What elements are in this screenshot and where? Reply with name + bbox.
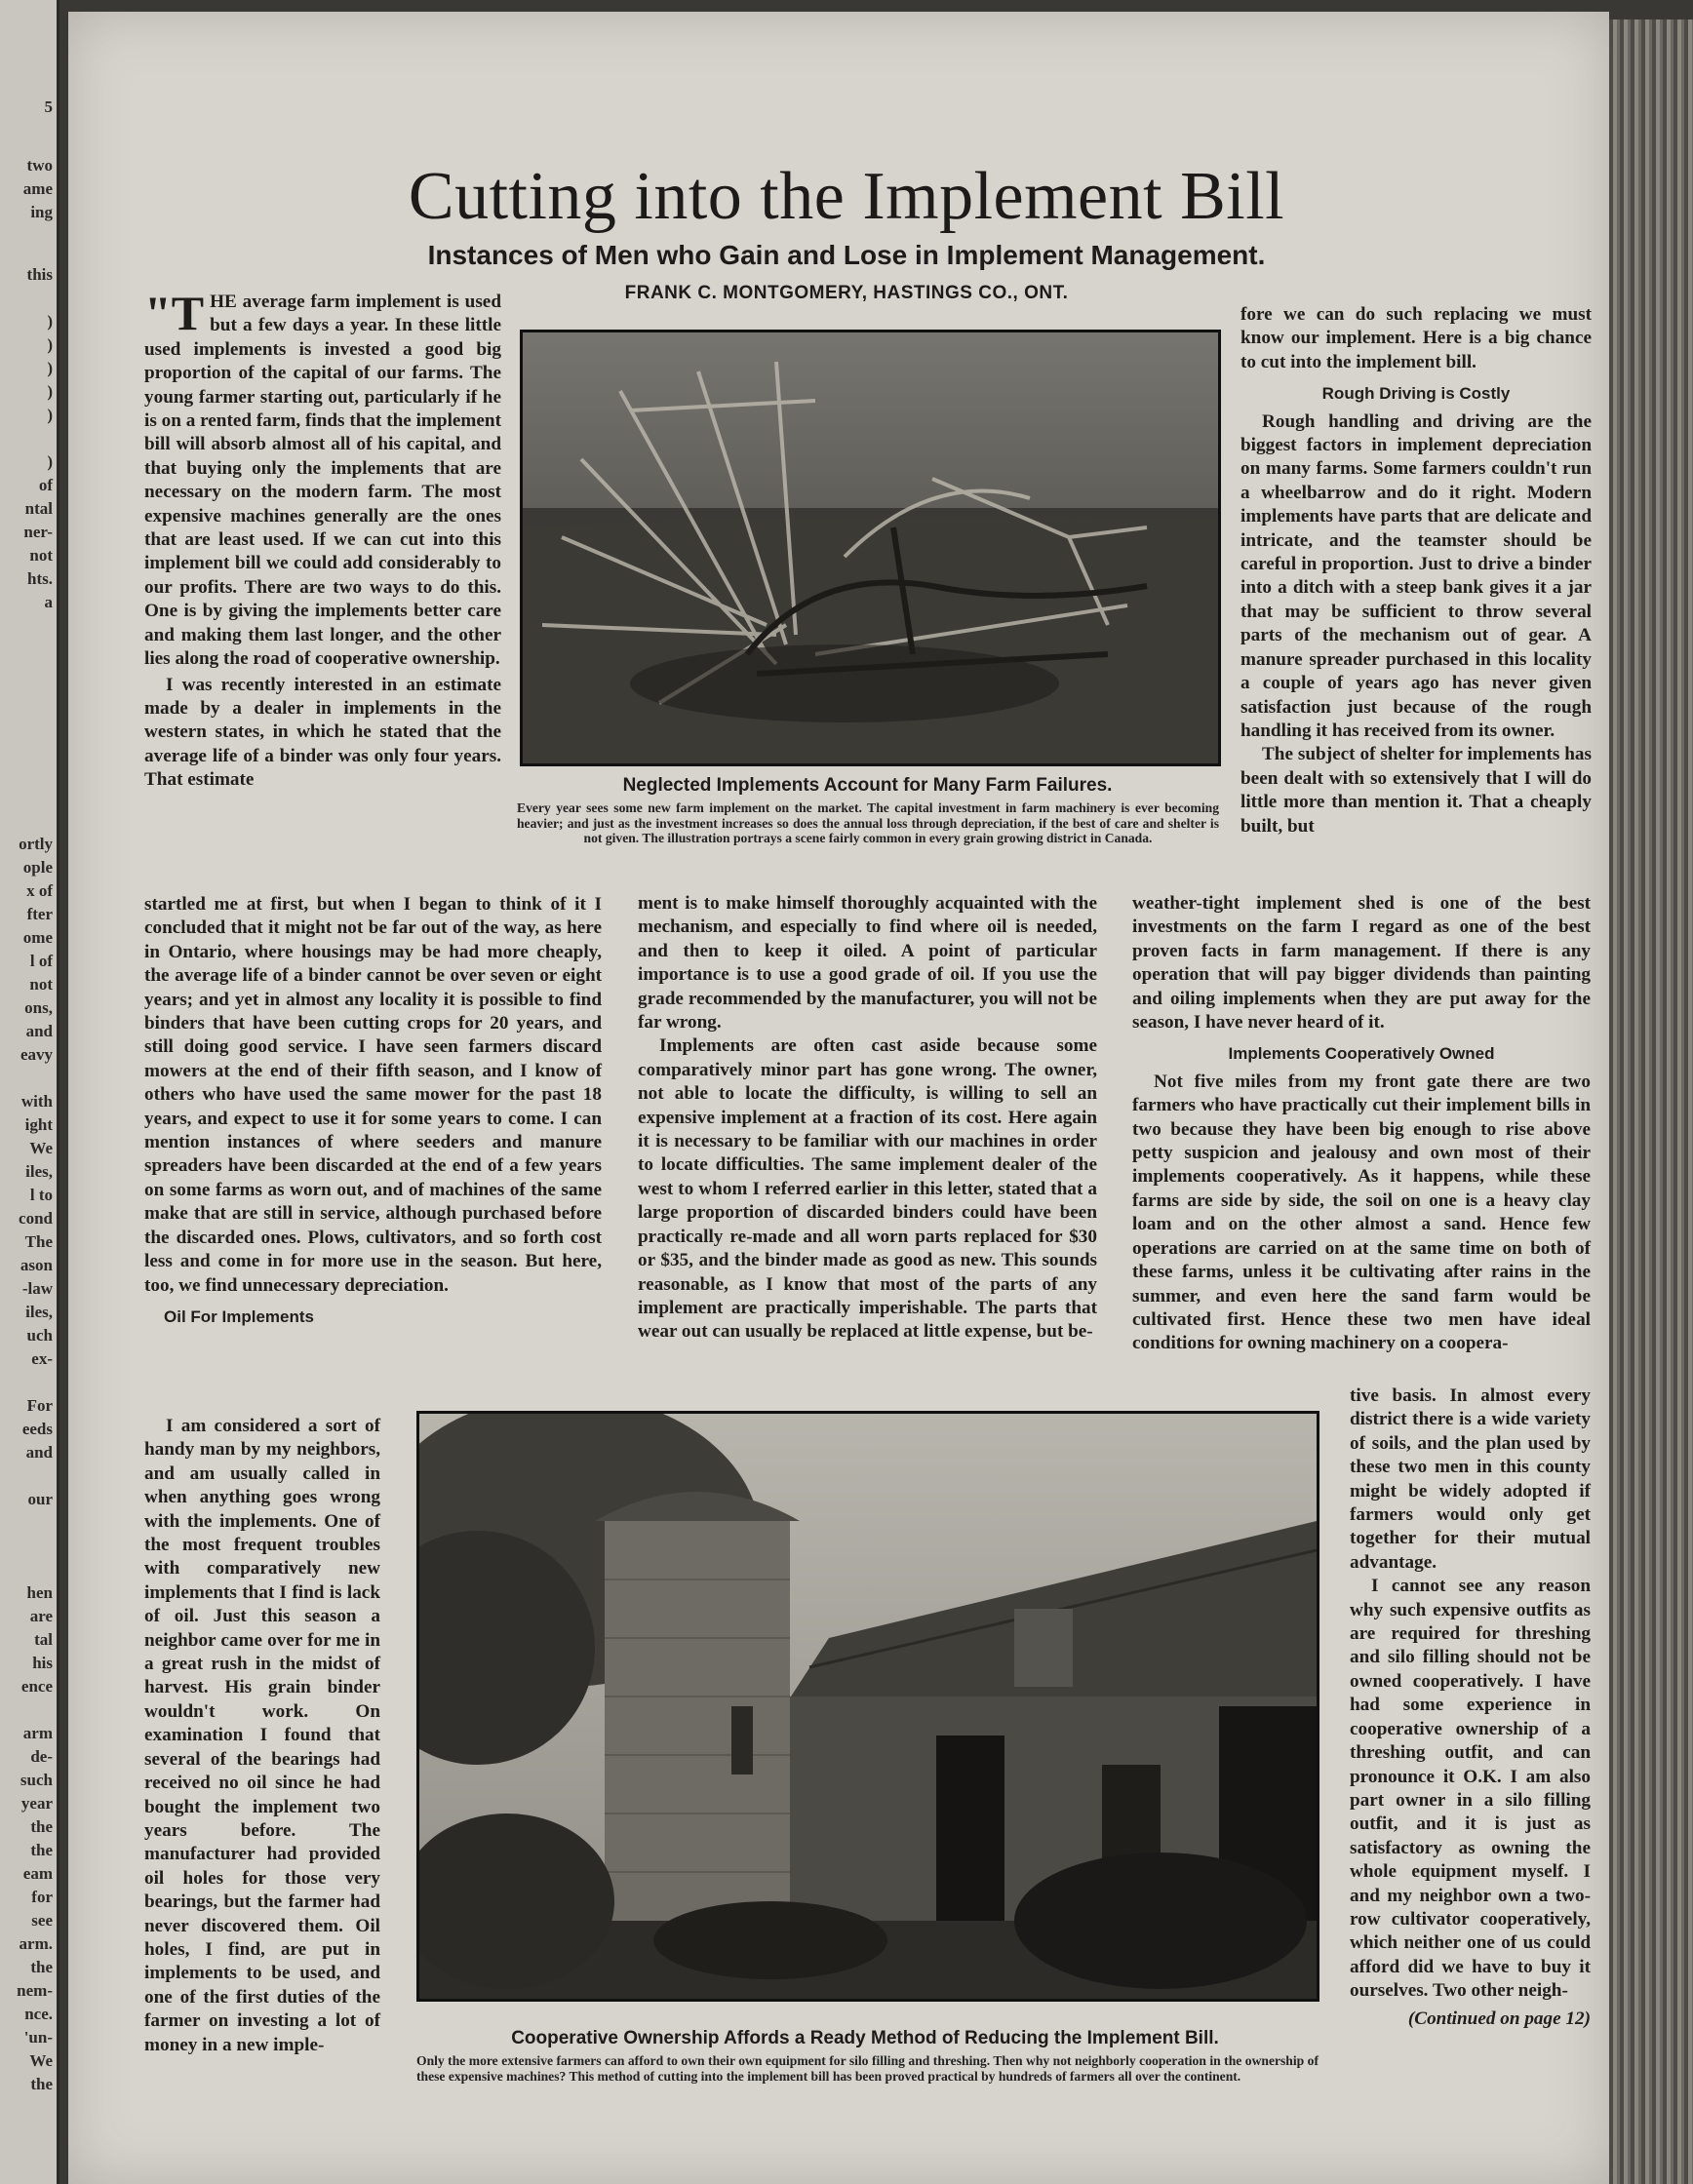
- adjacent-page-text-fragment: hts.: [27, 569, 53, 588]
- adjacent-page-text-fragment: a: [44, 593, 53, 611]
- adjacent-page-text-fragment: not: [29, 975, 53, 994]
- column-3-top: [1240, 303, 1592, 838]
- paragraph: I am considered a sort of handy man by my neighbors, and am usually called in when anything goes wrong with the implements. One of the most frequent troubles with comparatively new implements that I find is lack of oil. Just this season a neighbor came over for me in a great rush in the midst of harvest. His grain binder wouldn't work. On examination I found that several of the bearings had received no oil since he had bought the implement two years before. The manufacturer had provided oil holes for those very bearings, but the farmer had never discovered them. Oil holes, I find, are put in implements to be used, and one of the first duties of the farmer on investing a lot of money in a new imple-: [144, 1416, 380, 2055]
- adjacent-page-text-fragment: ): [47, 382, 53, 401]
- adjacent-page-text-fragment: ntal: [24, 499, 53, 518]
- column-1-top: [144, 286, 501, 793]
- adjacent-page-text-fragment: arm.: [19, 1934, 53, 1953]
- adjacent-page-text-fragment: are: [29, 1607, 53, 1625]
- adjacent-page-text-fragment: our: [27, 1490, 53, 1508]
- adjacent-page-text-fragment: ): [47, 406, 53, 424]
- adjacent-page-text-fragment: ight: [24, 1115, 53, 1134]
- adjacent-page-text-fragment: ople: [22, 858, 53, 877]
- paragraph: Not five miles from my front gate there are two farmers who have practically cut their implement bills in two because they have been big enough to rise above petty suspicion and jealousy and own most of their implements cooperatively. As it happens, while these farms are side by side, the soil on one is a heavy clay loam and on the other almost a sand. Hence few operations are carried on at the same time on both of these farms, unless it be cultivating after rains in the summer, and even here the sand farm would be cultivated first. Hence these two men have ideal conditions for owning machinery on a coopera-: [1132, 1071, 1591, 1354]
- adjacent-page-text-fragment: ons,: [24, 998, 53, 1017]
- adjacent-page-text-fragment: For: [26, 1396, 53, 1415]
- subheading-rough-driving: Rough Driving is Costly: [1321, 384, 1511, 404]
- adjacent-page-text-fragment: nce.: [24, 2005, 53, 2023]
- adjacent-page-text-fragment: the: [30, 2075, 53, 2093]
- column-3-narrow: [1350, 1384, 1591, 2031]
- adjacent-page-text-fragment: ): [47, 359, 53, 377]
- page-edges: [1609, 20, 1693, 2184]
- adjacent-page-text-fragment: with: [20, 1092, 53, 1111]
- adjacent-page-text-fragment: iles,: [25, 1303, 53, 1321]
- adjacent-page-text-fragment: x of: [26, 881, 53, 900]
- continued-note: (Continued on page 12): [1407, 2008, 1591, 2029]
- column-2: [638, 892, 1097, 1345]
- adjacent-page-text-fragment: eavy: [20, 1045, 53, 1064]
- adjacent-page-text-fragment: ason: [20, 1256, 53, 1274]
- photo1-caption-title: Neglected Implements Account for Many Farm Failures.: [622, 775, 1113, 796]
- adjacent-page-text-fragment: tal: [34, 1630, 53, 1649]
- paragraph: tive basis. In almost every district there is a wide variety of soils, and the plan used by these two men in this county might be widely adopted if farmers would only get together for their mutual advantage.: [1350, 1385, 1591, 1573]
- adjacent-page-text-fragment: de-: [30, 1747, 53, 1766]
- subheading-cooperatively-owned: Implements Cooperatively Owned: [1228, 1044, 1495, 1064]
- adjacent-page-text-fragment: his: [32, 1654, 53, 1672]
- adjacent-page-text-fragment: the: [30, 1817, 53, 1836]
- adjacent-page-text-fragment: ): [47, 312, 53, 331]
- adjacent-page-text-fragment: fter: [26, 905, 53, 923]
- barn-and-silo-illustration: [419, 1414, 1317, 1999]
- photo2-caption-body: Only the more extensive farmers can afford to own their own equipment for silo filling and threshing. Then why not neighborly cooperation in the ownership of these expensive machines? This method of cutting into the implement bill has been proved practical by hundreds of farmers all over the continent.: [416, 2053, 1319, 2084]
- adjacent-page-text-fragment: uch: [26, 1326, 53, 1345]
- adjacent-page-text-fragment: two: [26, 156, 53, 175]
- adjacent-page-text-fragment: for: [31, 1888, 53, 1906]
- adjacent-page-text-fragment: iles,: [25, 1162, 53, 1181]
- adjacent-page-text-fragment: and: [25, 1443, 53, 1462]
- intro-paragraph: HE average farm implement is used but a few days a year. In these little used implements is invested a good big proportion of the capital of our farms. The young farmer starting out, particularly if he is on a rented farm, finds that the implement bill will absorb almost all of his capital, and that buying only the implements that are necessary on the modern farm. The most expensive machines generally are the ones that are least used. If we can cut into this implement bill we could add considerably to our profits. There are two ways to do this. One is by giving the implements better care and making them last longer, and the other lies along the road of cooperative ownership.: [144, 292, 501, 670]
- adjacent-page-text-fragment: ome: [22, 928, 53, 947]
- byline: FRANK C. MONTGOMERY, HASTINGS CO., ONT.: [624, 283, 1069, 303]
- adjacent-page-text-fragment: such: [20, 1771, 53, 1789]
- adjacent-page-text-fragment: not: [29, 546, 53, 565]
- adjacent-page-text-fragment: l of: [29, 952, 53, 970]
- adjacent-page-text-fragment: ): [47, 335, 53, 354]
- adjacent-page-text-fragment: ing: [30, 203, 53, 221]
- headline: Cutting into the Implement Bill: [408, 159, 1285, 234]
- paragraph: The subject of shelter for implements has been dealt with so extensively that I will do little more than mention it. That a cheaply built, but: [1240, 744, 1592, 837]
- drop-cap: "T: [144, 286, 205, 340]
- column-1-bottom: [144, 1415, 380, 2057]
- adjacent-page-text-fragment: this: [26, 265, 53, 284]
- paragraph: I was recently interested in an estimate made by a dealer in implements in the western states, in which he stated that the average life of a binder was only four years. That estimate: [144, 674, 501, 791]
- adjacent-page-text-fragment: and: [25, 1022, 53, 1040]
- adjacent-page-text-fragment: ): [47, 452, 53, 471]
- adjacent-page-text-fragment: eam: [22, 1864, 53, 1883]
- paragraph: startled me at first, but when I began to think of it I concluded that it might not be far out of the way, as here in Ontario, where housings may be had more cheaply, the average life of a binder cannot be over seven or eight years; and yet in almost any locality it is possible to find binders that have been cutting crops for 20 years, and still doing good service. I have seen farmers discard mowers at the end of their fifth season, and I know of others who have used the same mower for the past 18 years, and expect to use it for some years to come. I can mention instances of where seeders and manure spreaders have been discarded at the end of a few years on some farms as worn out, and of machines of the same make that are still in service, although purchased before the discarded ones. Plows, cultivators, and so forth cost less and come in for more use in the season. But here, too, we find unnecessary depreciation.: [144, 894, 602, 1296]
- column-3-middle: [1132, 892, 1591, 1356]
- paragraph: ment is to make himself thoroughly acquainted with the mechanism, and especially to find where oil is needed, and then to keep it oiled. A point of particular importance is to use a good grade of oil. If you use the grade recommended by the manufacturer, you will not be far wrong.: [638, 893, 1097, 1034]
- paragraph: weather-tight implement shed is one of the best investments on the farm I regard as one of the best proven facts in farm management. If there is any operation that will pay bigger dividends than painting and oiling implements when they are put away for the season, I have never heard of it.: [1132, 893, 1591, 1034]
- subheadline: Instances of Men who Gain and Lose in Implement Management.: [427, 240, 1266, 270]
- paragraph: I cannot see any reason why such expensive outfits as are required for threshing and silo filling should not be owned cooperatively. I have had some experience in cooperative ownership of a threshing outfit, and can pronounce it O.K. I am also part owner in a silo filling outfit, and it is just as satisfactory as owning the whole equipment myself. I and my neighbor own a two-row cultivator cooperatively, which neither one of us could afford did we have to buy it ourselves. Two other neigh-: [1350, 1576, 1591, 2002]
- adjacent-page-text-fragment: ner-: [23, 523, 53, 541]
- wrecked-binder-illustration: [523, 332, 1218, 763]
- adjacent-page-strip: [0, 0, 59, 2184]
- adjacent-page-text-fragment: 'un-: [23, 2028, 53, 2047]
- adjacent-page-text-fragment: ame: [22, 179, 53, 198]
- adjacent-page-text-fragment: ence: [20, 1677, 53, 1696]
- adjacent-page-text-fragment: We: [29, 1139, 53, 1157]
- adjacent-page-text-fragment: nem-: [17, 1981, 53, 2000]
- adjacent-page-text-fragment: -law: [21, 1279, 53, 1298]
- adjacent-page-text-fragment: of: [38, 476, 53, 494]
- adjacent-page-text-fragment: the: [30, 1841, 53, 1859]
- adjacent-page-text-fragment: the: [30, 1958, 53, 1976]
- adjacent-page-text-fragment: see: [31, 1911, 53, 1930]
- photo-neglected-implements: [520, 330, 1221, 766]
- adjacent-page-text-fragment: ortly: [19, 835, 53, 853]
- adjacent-page-text-fragment: The: [24, 1232, 53, 1251]
- subheading-oil-for-implements: Oil For Implements: [164, 1306, 314, 1326]
- adjacent-page-text-fragment: year: [20, 1794, 53, 1813]
- column-1-wide: [144, 893, 602, 1333]
- adjacent-page-text-fragment: arm: [22, 1724, 53, 1742]
- adjacent-page-text-fragment: hen: [26, 1583, 53, 1602]
- adjacent-page-text-fragment: eeds: [21, 1420, 53, 1438]
- photo2-caption-title: Cooperative Ownership Affords a Ready Method of Reducing the Implement Bill.: [511, 2028, 1219, 2048]
- adjacent-page-text-fragment: l to: [29, 1186, 53, 1204]
- adjacent-page-text-fragment: 5: [44, 98, 53, 116]
- paragraph: Rough handling and driving are the biggest factors in implement depreciation on many farms. Some farmers couldn't run a wheelbarrow and do it right. Modern implements have parts that are delicate and intricate, and the teamster should be careful in proportion. Just to drive a binder into a ditch with a steep bank gives it a jar that may be sufficient to throw several parts of the mechanism out of gear. A manure spreader purchased in this locality a couple of years ago has never given satisfaction just because of the rough handling it has received from its owner.: [1240, 410, 1592, 741]
- photo1-caption-body: Every year sees some new farm implement on the market. The capital investment in farm machinery is ever becoming heavier; and just as the investment increases so does the annual loss through depreciation, if the best of care and shelter is not given. The illustration portrays a scene fairly common in every grain growing district in Canada.: [517, 800, 1219, 845]
- adjacent-page-text-fragment: cond: [19, 1209, 53, 1228]
- paragraph: Implements are often cast aside because some comparatively minor part has gone wrong. The owner, not able to locate the difficulty, is willing to sell an expensive implement at a fraction of its cost. Here again it is necessary to be familiar with our machines in order to locate difficulties. The same implement dealer of the west to whom I referred earlier in this letter, stated that a large proportion of discarded binders could have been practically re-made and all worn parts replaced for $30 or $35, and the binder made as good as new. This sounds reasonable, as I know that most of the parts of any implement are practically imperishable. The parts that wear out can usually be replaced at little expense, but be-: [638, 1035, 1097, 1343]
- adjacent-page-text-fragment: We: [29, 2051, 53, 2070]
- photo-cooperative-ownership: [416, 1411, 1319, 2002]
- adjacent-page-text-fragment: ex-: [31, 1349, 53, 1368]
- paragraph: fore we can do such replacing we must know our implement. Here is a big chance to cut into the implement bill.: [1240, 304, 1592, 372]
